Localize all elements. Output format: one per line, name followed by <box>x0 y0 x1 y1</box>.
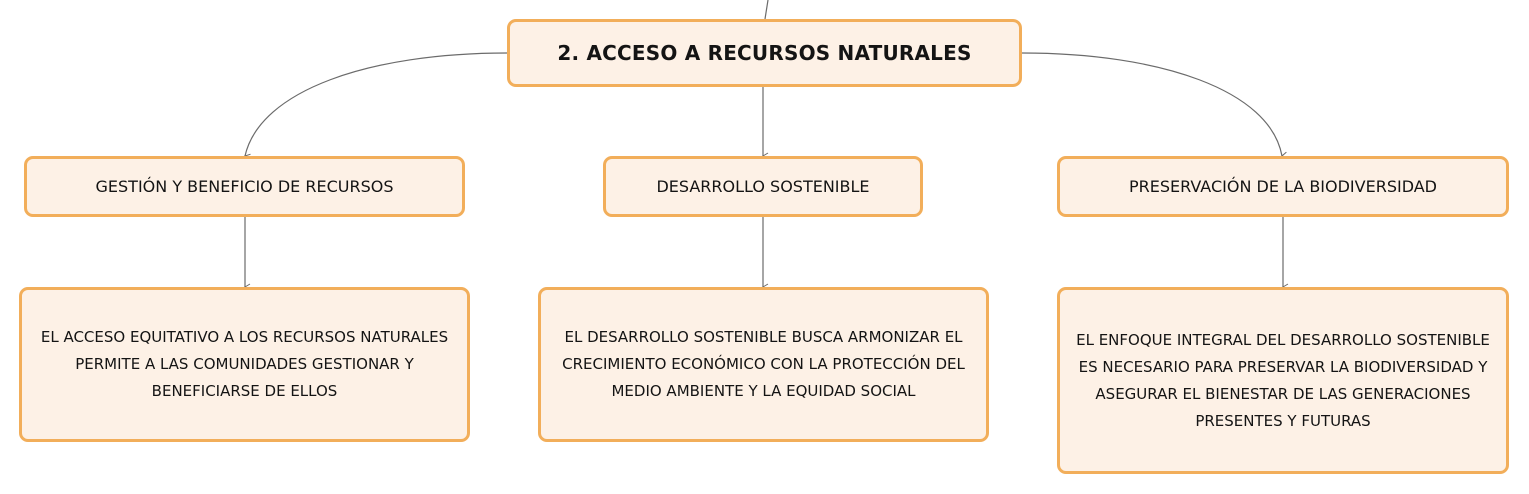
detail-node-gestion[interactable] <box>19 287 470 442</box>
detail-node-biodiversidad[interactable] <box>1057 287 1509 474</box>
branch-node-desarrollo[interactable] <box>603 156 923 217</box>
detail-node-text: EL ENFOQUE INTEGRAL DEL DESARROLLO SOSTENIBLE ES NECESARIO PARA PRESERVAR LA BIODIVERSIDAD Y ASEGURAR EL BIENESTAR DE LAS GENERACIONES PRESENTES Y FUTURAS <box>1076 330 1490 430</box>
detail-node-desarrollo[interactable] <box>538 287 989 442</box>
root-node-label: 2. ACCESO A RECURSOS NATURALES <box>557 41 972 65</box>
branch-node-label: DESARROLLO SOSTENIBLE <box>656 177 870 196</box>
connector-root-to-branch-1 <box>245 53 507 156</box>
connector-root-to-branch-3 <box>1022 53 1282 156</box>
detail-node-text: EL ACCESO EQUITATIVO A LOS RECURSOS NATURALES PERMITE A LAS COMUNIDADES GESTIONAR Y BENEFICIARSE DE ELLOS <box>40 328 449 400</box>
branch-node-gestion[interactable] <box>24 156 465 217</box>
branch-node-biodiversidad[interactable] <box>1057 156 1509 217</box>
branch-node-label: GESTIÓN Y BENEFICIO DE RECURSOS <box>95 177 394 196</box>
branch-node-label: PRESERVACIÓN DE LA BIODIVERSIDAD <box>1128 177 1437 196</box>
parent-connector <box>765 0 768 19</box>
detail-node-text: EL DESARROLLO SOSTENIBLE BUSCA ARMONIZAR EL CRECIMIENTO ECONÓMICO CON LA PROTECCIÓN DEL MEDIO AMBIENTE Y LA EQUIDAD SOCIAL <box>562 328 965 400</box>
root-node[interactable] <box>507 19 1022 87</box>
